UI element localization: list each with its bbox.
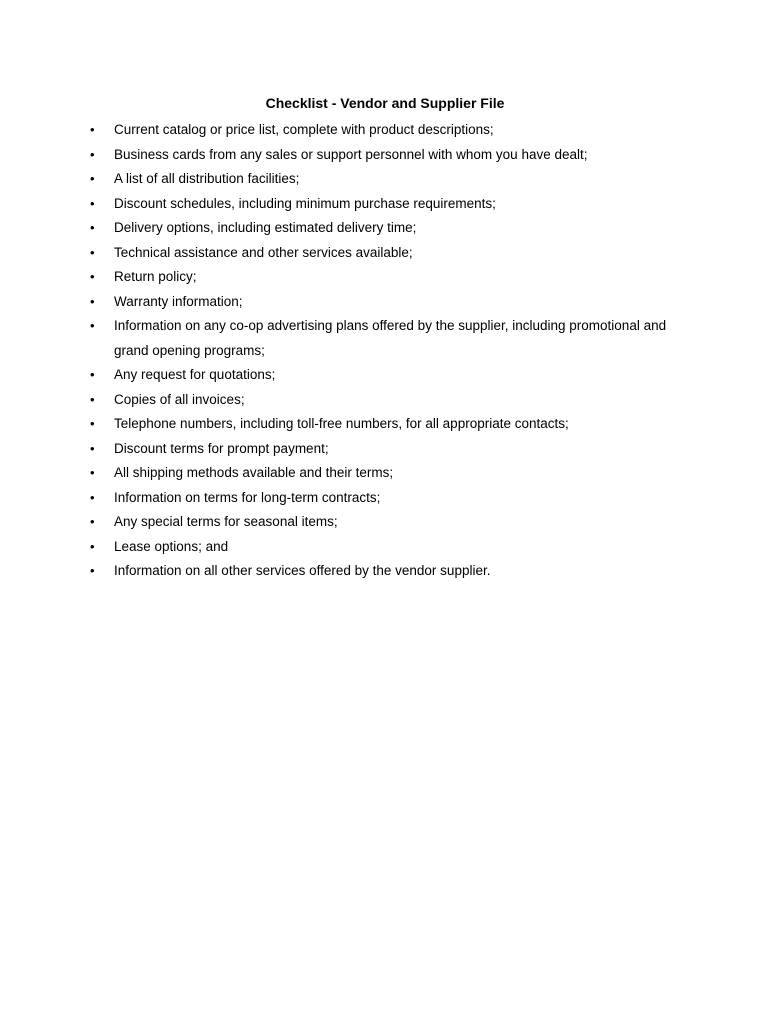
checklist-item bbox=[90, 461, 670, 486]
bullet-icon: • bbox=[90, 269, 95, 284]
checklist-item bbox=[90, 265, 670, 290]
bullet-icon: • bbox=[90, 171, 95, 186]
checklist-item bbox=[90, 363, 670, 388]
bullet-icon: • bbox=[90, 391, 95, 407]
checklist-item-text: Return policy; bbox=[114, 269, 197, 284]
checklist-item bbox=[90, 314, 670, 363]
bullet-icon: • bbox=[90, 220, 95, 235]
checklist-item bbox=[90, 559, 670, 584]
checklist-item-text: Copies of all invoices; bbox=[114, 391, 245, 407]
checklist-item bbox=[90, 388, 670, 413]
checklist-item-text: Technical assistance and other services available; bbox=[114, 244, 413, 260]
bullet-icon: • bbox=[90, 465, 95, 480]
checklist-item bbox=[90, 192, 670, 217]
checklist-item bbox=[90, 535, 670, 560]
checklist-item-text: A list of all distribution facilities; bbox=[114, 171, 300, 186]
checklist-item-text: Discount schedules, including minimum purchase requirements; bbox=[114, 195, 496, 211]
checklist-item-text: Information on terms for long-term contracts; bbox=[114, 489, 381, 505]
checklist-item-text: Current catalog or price list, complete with product descriptions; bbox=[114, 122, 494, 137]
bullet-icon: • bbox=[90, 195, 95, 211]
checklist-item bbox=[90, 167, 670, 192]
checklist-item bbox=[90, 216, 670, 241]
bullet-icon: • bbox=[90, 122, 95, 137]
checklist-item-text: Lease options; and bbox=[114, 538, 229, 554]
bullet-icon: • bbox=[90, 244, 95, 260]
checklist-item-text: Information on all other services offered by the vendor supplier. bbox=[114, 563, 491, 578]
bullet-icon: • bbox=[90, 318, 95, 333]
bullet-icon: • bbox=[90, 146, 95, 162]
checklist-item-text: Discount terms for prompt payment; bbox=[114, 440, 329, 456]
checklist-item bbox=[90, 437, 670, 462]
checklist-item-text: Information on any co-op advertising plans offered by the supplier, including promotional and grand opening programs; bbox=[114, 318, 667, 358]
checklist-item-text: Telephone numbers, including toll-free numbers, for all appropriate contacts; bbox=[114, 416, 569, 431]
checklist bbox=[90, 118, 670, 584]
checklist-item-text: All shipping methods available and their terms; bbox=[114, 465, 394, 480]
checklist-item-text: Business cards from any sales or support personnel with whom you have dealt; bbox=[114, 146, 588, 162]
checklist-item-text: Warranty information; bbox=[114, 293, 243, 309]
bullet-icon: • bbox=[90, 416, 95, 431]
checklist-item bbox=[90, 510, 670, 535]
bullet-icon: • bbox=[90, 367, 95, 382]
bullet-icon: • bbox=[90, 440, 95, 456]
checklist-item bbox=[90, 486, 670, 511]
checklist-item bbox=[90, 241, 670, 266]
bullet-icon: • bbox=[90, 538, 95, 554]
checklist-item-text: Any request for quotations; bbox=[114, 367, 276, 382]
checklist-item bbox=[90, 290, 670, 315]
bullet-icon: • bbox=[90, 563, 95, 578]
checklist-item-text: Any special terms for seasonal items; bbox=[114, 514, 338, 529]
checklist-item-text: Delivery options, including estimated delivery time; bbox=[114, 220, 417, 235]
bullet-icon: • bbox=[90, 514, 95, 529]
document-title: Checklist - Vendor and Supplier File bbox=[265, 95, 505, 111]
checklist-item bbox=[90, 143, 670, 168]
checklist-item bbox=[90, 118, 670, 143]
bullet-icon: • bbox=[90, 489, 95, 505]
checklist-item bbox=[90, 412, 670, 437]
bullet-icon: • bbox=[90, 293, 95, 309]
